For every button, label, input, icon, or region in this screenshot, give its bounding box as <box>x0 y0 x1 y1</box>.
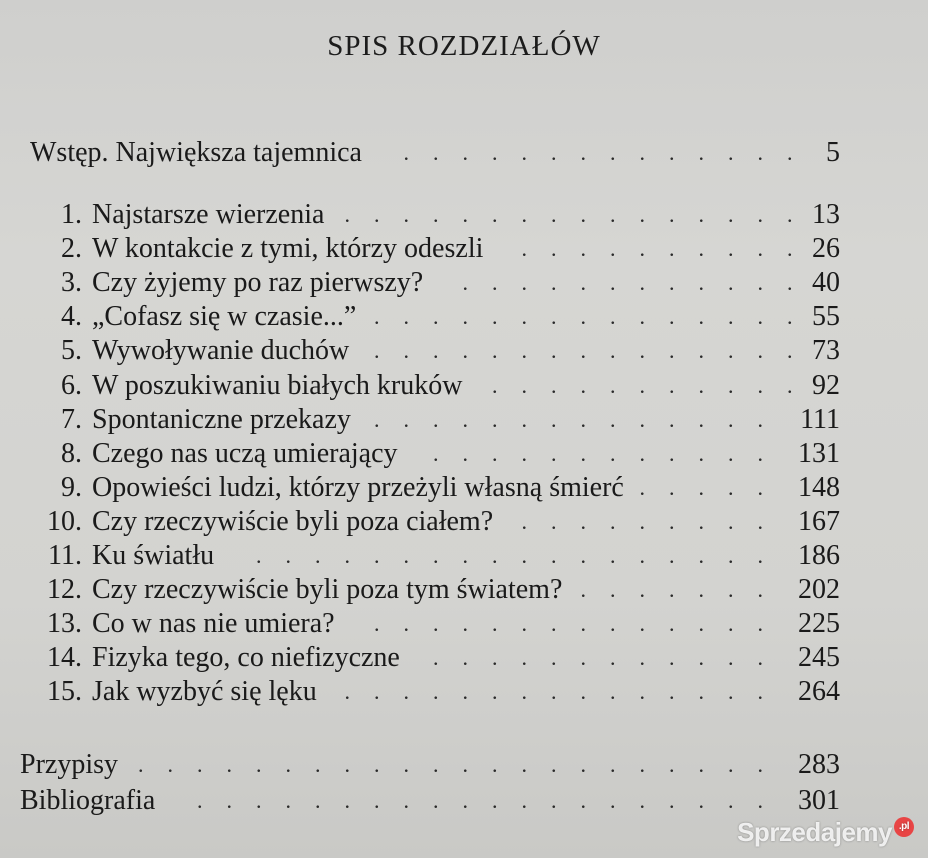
leader-dots: .............. <box>374 611 787 636</box>
entry-label: Czego nas uczą umierający <box>92 438 398 469</box>
page-number: 26 <box>812 233 840 264</box>
leader-dots: .................. <box>256 543 787 568</box>
page-number: 283 <box>798 749 840 780</box>
toc-entry-chapter <box>20 437 840 471</box>
page-number: 301 <box>798 785 840 816</box>
entry-label: Spontaniczne przekazy <box>92 404 351 435</box>
page-title: SPIS ROZDZIAŁÓW <box>327 30 601 62</box>
toc-entry-chapter <box>20 573 840 607</box>
toc-entry-chapter <box>20 369 840 403</box>
leader-dots: ...................... <box>138 752 787 777</box>
entry-label: Bibliografia <box>20 785 156 816</box>
page-number: 264 <box>798 676 840 707</box>
entry-label: W poszukiwaniu białych kruków <box>92 370 463 401</box>
chapter-number: 4. <box>61 301 82 332</box>
chapter-number: 12. <box>47 574 82 605</box>
leader-dots: ..... <box>639 475 787 500</box>
leader-dots: .............. <box>374 407 787 432</box>
chapter-number: 10. <box>47 506 82 537</box>
leader-dots: ......... <box>521 509 787 534</box>
entry-label: Wywoływanie duchów <box>92 335 350 366</box>
leader-dots: ............ <box>433 645 787 670</box>
leader-dots: .......... <box>521 236 817 261</box>
chapter-number: 14. <box>47 642 82 673</box>
page-number: 111 <box>800 404 840 435</box>
entry-label: Fizyka tego, co niefizyczne <box>92 642 400 673</box>
entry-label: Opowieści ludzi, którzy przeżyli własną śmierć <box>92 472 624 503</box>
chapter-number: 6. <box>61 370 82 401</box>
toc-entry-chapter <box>20 539 840 573</box>
chapter-number: 8. <box>61 438 82 469</box>
watermark-text: Sprzedajemy <box>737 817 892 847</box>
page-number: 73 <box>812 335 840 366</box>
toc-entry-chapter <box>20 607 840 641</box>
toc-entry-chapter <box>20 232 840 266</box>
toc-entry-chapter <box>20 300 840 334</box>
chapter-number: 3. <box>61 267 82 298</box>
leader-dots: ............... <box>344 679 787 704</box>
page-number: 225 <box>798 608 840 639</box>
leader-dots: ............... <box>374 304 817 329</box>
page-number: 148 <box>798 472 840 503</box>
entry-label: Najstarsze wierzenia <box>92 199 325 230</box>
chapter-number: 9. <box>61 472 82 503</box>
leader-dots: ....... <box>580 577 787 602</box>
toc-entry-chapter <box>20 641 840 675</box>
chapter-number: 5. <box>61 335 82 366</box>
page-number: 167 <box>798 506 840 537</box>
entry-label: Wstęp. Największa tajemnica <box>30 137 362 168</box>
toc-entry-chapter <box>20 266 840 300</box>
toc-entry-chapter <box>20 198 840 232</box>
leader-dots: ............... <box>374 338 817 363</box>
chapter-number: 7. <box>61 404 82 435</box>
chapter-number: 2. <box>61 233 82 264</box>
toc-entry-chapter <box>20 675 840 709</box>
page-number: 131 <box>798 438 840 469</box>
page-number: 5 <box>826 137 840 168</box>
entry-label: W kontakcie z tymi, którzy odeszli <box>92 233 484 264</box>
entry-label: Ku światłu <box>92 540 215 571</box>
page-number: 245 <box>798 642 840 673</box>
page-number: 40 <box>812 267 840 298</box>
entry-label: Czy żyjemy po raz pierwszy? <box>92 267 424 298</box>
toc-entry-chapter <box>20 403 840 437</box>
entry-label: „Cofasz się w czasie...” <box>92 301 357 332</box>
leader-dots: ................ <box>344 202 817 227</box>
page-number: 186 <box>798 540 840 571</box>
entry-label: Przypisy <box>20 749 118 780</box>
entry-label: Czy rzeczywiście byli poza ciałem? <box>92 506 494 537</box>
chapter-number: 15. <box>47 676 82 707</box>
chapter-number: 13. <box>47 608 82 639</box>
toc-entry-chapter <box>20 334 840 368</box>
toc-entry-intro <box>20 136 840 170</box>
entry-label: Czy rzeczywiście byli poza tym światem? <box>92 574 563 605</box>
toc-entry-appendix <box>20 784 840 818</box>
leader-dots: .............. <box>403 140 817 165</box>
chapter-number: 1. <box>61 199 82 230</box>
watermark-logo <box>737 817 914 848</box>
leader-dots: ........... <box>492 373 817 398</box>
chapter-number: 11. <box>48 540 82 571</box>
page-number: 55 <box>812 301 840 332</box>
entry-label: Jak wyzbyć się lęku <box>92 676 317 707</box>
page-number: 92 <box>812 370 840 401</box>
leader-dots: ............ <box>433 441 787 466</box>
page-number: 13 <box>812 199 840 230</box>
leader-dots: .................... <box>197 788 787 813</box>
toc-entry-chapter <box>20 505 840 539</box>
leader-dots: ............ <box>462 270 817 295</box>
watermark-badge: .pl <box>894 817 914 837</box>
entry-label: Co w nas nie umiera? <box>92 608 335 639</box>
toc-entry-appendix <box>20 748 840 782</box>
page-number: 202 <box>798 574 840 605</box>
toc-entry-chapter <box>20 471 840 505</box>
